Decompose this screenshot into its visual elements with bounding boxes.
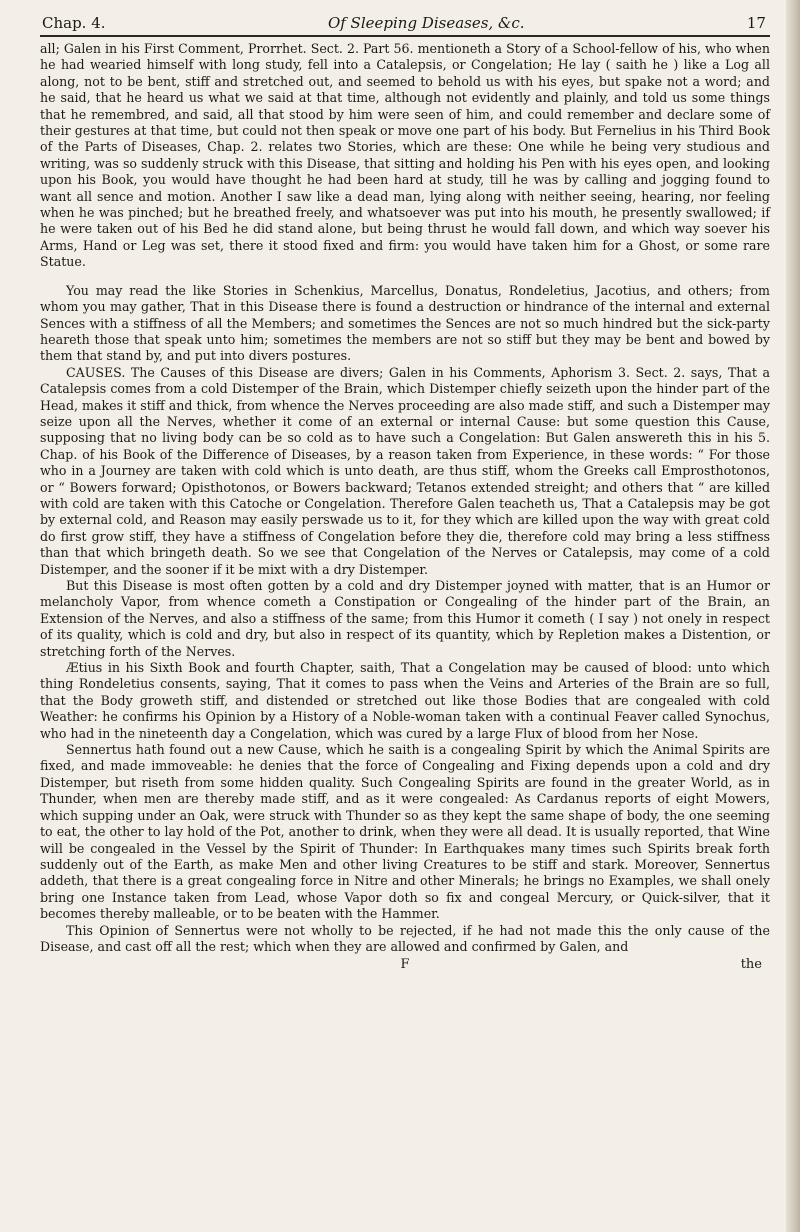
paragraph-aetius: Ætius in his Sixth Book and fourth Chapter, saith, That a Congelation may be caused of blood: unto which thing Rondeletius consents, saying, That it comes to pass when the Veins and Arteries of the Brain are so full, that the Body groweth stiff, and distended or stretched out like those Bodies that are congealed with cold Weather: he confirms his Opinion by a History of a Noble-woman taken with a continual Feaver called Synochus, who had in the nineteenth day a Congelation, which was cured by a large Flux of blood from her Nose.: [40, 660, 770, 741]
page-binding-edge: [786, 0, 800, 1232]
paragraph-sennertus: Sennertus hath found out a new Cause, which he saith is a congealing Spirit by which the Animal Spirits are fixed, and made immoveable: he denies that the force of Congealing and Fixing depends upon a cold and dry Distemper, but riseth from some hidden quality. Such Congealing Spirits are found in the greater World, as in Thunder, when men are thereby made stiff, and as it were congealed: As Cardanus reports of eight Mowers, which supping under an Oak, were struck with Thunder so as they kept the same shape of body, the one seeming to eat, the other to lay hold of the Pot, another to drink, when they were all dead. It is usually reported, that Wine will be congealed in the Vessel by the Spirit of Thunder: In Earthquakes many times such Spirits break forth suddenly out of the Earth, as make Men and other living Creatures to be stiff and stark. Moreover, Sennertus addeth, that there is a great congealing force in Nitre and other Minerals; he brings no Examples, we shall onely bring one Instance taken from Lead, whose Vapor doth so fix and congeal Mercury, or Quick-silver, that it becomes thereby malleable, or to be beaten with the Hammer.: [40, 742, 770, 922]
paragraph-cold-dry-distemper: But this Disease is most often gotten by a cold and dry Distemper joyned with matter, that is an Humor or melancholy Vapor, from whence cometh a Constipation or Congealing of the hinder part of the Brain, an Extension of the Nerves, and also a stiffness of the same; from this Humor it cometh ( I say ) not onely in respect of its quality, which is cold and dry, but also in respect of its quantity, which by Repletion makes a Distention, or stretching forth of the Nerves.: [40, 578, 770, 659]
running-header: [40, 14, 770, 37]
body-text: [40, 41, 770, 955]
paragraph-like-stories: You may read the like Stories in Schenkius, Marcellus, Donatus, Rondeletius, Jacotius, and others; from whom you may gather, That in this Disease there is found a destruction or hindrance of the internal and external Sences with a stiffness of all the Members; and sometimes the Sences are not so much hindred but the sick-party heareth those that speak unto him; sometimes the members are not so stiff but they may be bent and bowed by them that stand by, and put into divers postures.: [40, 282, 770, 364]
paragraph-causes: CAUSES. The Causes of this Disease are divers; Galen in his Comments, Aphorism 3. Sect. 2. says, That a Catalepsis comes from a cold Distemper of the Brain, which Distemper chiefly seizeth upon the hinder part of the Head, makes it stiff and thick, from whence the Nerves proceeding are also made stiff, and such a Distemper may seize upon all the Nerves, whether it come of an external or internal Cause: but some question this Cause, supposing that no living body can be so cold as to have such a Congelation: But Galen answereth this in his 5. Chap. of his Book of the Difference of Diseases, by a reason taken from Experience, in these words: “ For those who in a Journey are taken with cold which is unto death, are thus stiff, whom the Greeks call Emprosthotonos, or “ Bowers forward; Opisthotonos, or Bowers backward; Tetanos extended streight; and others that “ are killed with cold are taken with this Catoche or Congelation. Therefore Galen teacheth us, That a Catalepsis may be got by external cold, and Reason may easily perswade us to it, for they which are killed upon the way with great cold do first grow stiff, they have a stiffness of Congelation before they die, therefore cold may bring a less stiffness than that which bringeth death. So we see that Congelation of the Nerves or Catalepsis, may come of a cold Distemper, and the sooner if it be mixt with a dry Distemper.: [40, 364, 770, 577]
paragraph-galen-story: all; Galen in his First Comment, Prorrhet. Sect. 2. Part 56. mentioneth a Story of a School-fellow of his, who when he had wearied himself with long study, fell into a Catalepsis, or Congelation; He lay ( saith he ) like a Log all along, not to be bent, stiff and stretched out, and seemed to behold us with his eyes, but spake not a word; and he said, that he heard us what we said at that time, although not evidently and plainly, and told us some things that he remembred, and said, all that stood by him were seen of him, and could remember and declare some of their gestures at that time, but could not then speak or move one part of his body. But Fernelius in his Third Book of the Parts of Diseases, Chap. 2. relates two Stories, which are these: One while he being very studious and writing, was so suddenly struck with this Disease, that sitting and holding his Pen with his eyes open, and looking upon his Book, you would have thought he had been hard at study, till he was by calling and jogging found to want all sence and motion. Another I saw like a dead man, lying along with neither seeing, hearing, nor feeling when he was pinched; but he breathed freely, and whatsoever was put into his mouth, he presently swallowed; if he were taken out of his Bed he did stand alone, but being thrust he would fall down, and which way soever his Arms, Hand or Leg was set, there it stood fixed and firm: you would have taken him for a Ghost, or some rare Statue.: [40, 41, 770, 270]
chapter-label: Chap. 4.: [42, 14, 106, 32]
running-title: Of Sleeping Diseases, &c.: [327, 14, 525, 32]
page-footer: [40, 957, 770, 972]
catchword: the: [740, 957, 762, 973]
paragraph-opinion-sennertus: This Opinion of Sennertus were not wholly to be rejected, if he had not made this the only cause of the Disease, and cast off all the rest; which when they are allowed and confirmed by Galen, and: [40, 922, 770, 954]
signature-mark: F: [400, 957, 410, 973]
page-number: 17: [746, 14, 766, 32]
